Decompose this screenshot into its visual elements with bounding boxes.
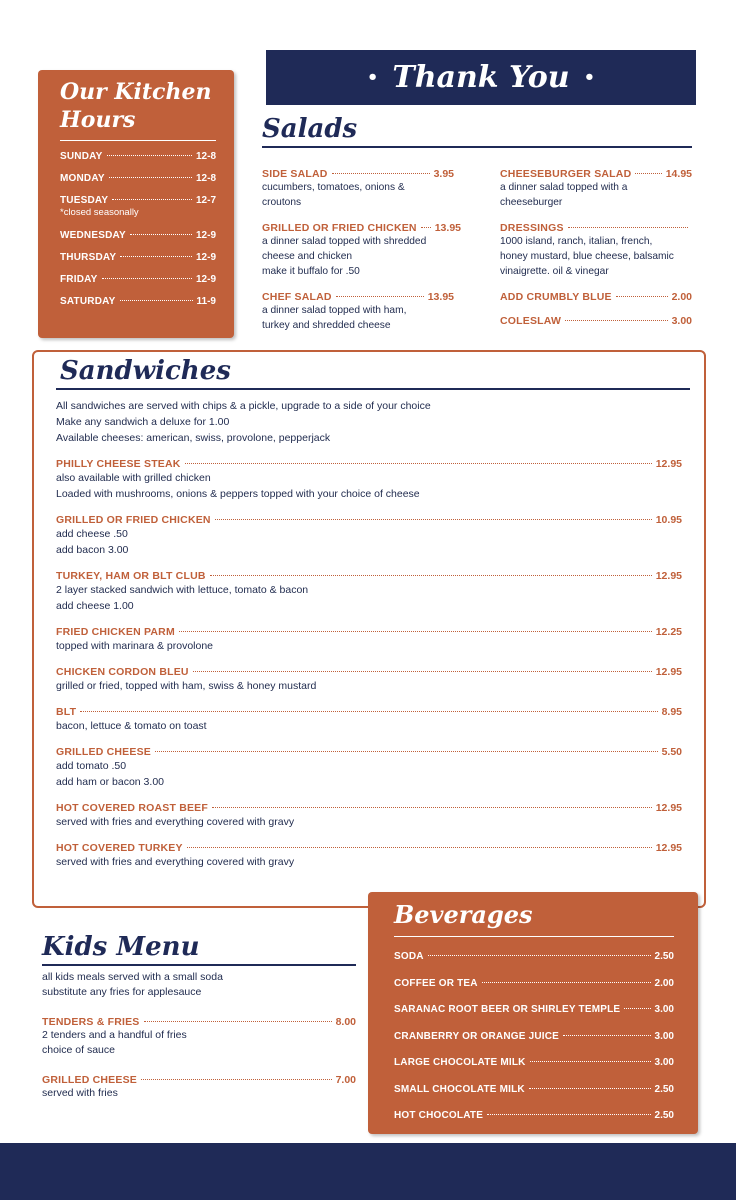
thank-you-banner (266, 50, 696, 105)
dot-leader (130, 234, 192, 235)
hours-time: 12-8 (195, 173, 216, 184)
menu-item-price: 12.95 (655, 842, 682, 854)
hours-time: 12-9 (195, 252, 216, 263)
dot-leader (155, 751, 658, 752)
hours-row-line (60, 252, 216, 263)
beverage-price: 3.00 (654, 1057, 674, 1068)
hours-divider (60, 140, 216, 141)
beverage-price: 2.50 (654, 951, 674, 962)
hours-row-line (60, 173, 216, 184)
beverages-list (394, 951, 674, 1121)
hours-row-line (60, 195, 216, 206)
dot-leader (179, 631, 652, 632)
menu-item-row (262, 222, 461, 234)
menu-item-description: add cheese 1.00 (56, 600, 134, 612)
beverage-name: COFFEE OR TEA (394, 977, 478, 989)
beverage-name: LARGE CHOCOLATE MILK (394, 1057, 526, 1068)
menu-item-name: GRILLED OR FRIED CHICKEN (262, 222, 417, 234)
dot-leader (210, 575, 652, 576)
kids-title: Kids Menu (42, 932, 200, 962)
menu-item-name: ADD CRUMBLY BLUE (500, 291, 612, 303)
menu-item-description: 2 tenders and a handful of fries (42, 1029, 187, 1041)
dot-leader (635, 173, 661, 174)
hours-day: TUESDAY (60, 195, 109, 206)
menu-item-name: DRESSINGS (500, 222, 564, 234)
beverage-row (394, 1004, 674, 1015)
menu-item-description: a dinner salad topped with ham, (262, 305, 407, 316)
kids-intro (42, 970, 356, 1000)
menu-item-description: served with fries and everything covered with gravy (56, 816, 295, 828)
hours-time: 12-8 (195, 151, 216, 162)
dot-leader (109, 177, 192, 178)
menu-item-description: 1000 island, ranch, italian, french, (500, 236, 653, 247)
menu-item-description: make it buffalo for .50 (262, 266, 360, 277)
sandwiches-section (32, 350, 706, 908)
menu-item (262, 222, 461, 279)
hours-row (60, 230, 216, 241)
beverage-row (394, 1110, 674, 1121)
kitchen-hours-panel (38, 70, 234, 338)
menu-item (56, 706, 682, 734)
intro-line: All sandwiches are served with chips & a pickle, upgrade to a side of your choice (56, 400, 431, 412)
salads-divider (262, 146, 692, 148)
menu-item-price: 12.95 (655, 458, 682, 470)
dot-leader (187, 847, 652, 848)
intro-line: all kids meals served with a small soda (42, 971, 223, 983)
menu-item (56, 802, 682, 830)
dot-leader (487, 1114, 650, 1115)
menu-item-price: 2.00 (671, 291, 692, 303)
salads-section (262, 112, 692, 345)
menu-item-description: add cheese .50 (56, 528, 128, 540)
menu-item-price: 13.95 (434, 222, 461, 234)
sandwiches-intro (56, 398, 682, 446)
menu-item-row (56, 802, 682, 814)
hours-time: 12-9 (195, 230, 216, 241)
menu-item-name: CHEESEBURGER SALAD (500, 168, 632, 180)
menu-item (500, 291, 692, 303)
menu-item (56, 458, 682, 502)
hours-row-line (60, 274, 216, 285)
dot-leader (482, 982, 651, 983)
intro-line: substitute any fries for applesauce (42, 986, 202, 998)
menu-item-name: HOT COVERED ROAST BEEF (56, 802, 208, 814)
hours-row (60, 296, 216, 307)
menu-item-price: 3.95 (433, 168, 454, 180)
menu-item-row (56, 514, 682, 526)
menu-item-description: 2 layer stacked sandwich with lettuce, tomato & bacon (56, 584, 309, 596)
beverage-name: HOT CHOCOLATE (394, 1110, 484, 1121)
beverage-row (394, 1031, 674, 1042)
menu-item-description: vinaigrette. oil & vinegar (500, 266, 609, 277)
menu-item-price: 8.95 (661, 706, 682, 718)
menu-item-row (56, 570, 682, 582)
menu-item-description: a dinner salad topped with shredded (262, 236, 427, 247)
hours-row (60, 173, 216, 184)
menu-item-description: served with fries and everything covered with gravy (56, 856, 295, 868)
salads-left-column (262, 168, 461, 345)
beverage-row (394, 951, 674, 962)
menu-item-row (262, 291, 454, 303)
menu-item-row (500, 291, 692, 303)
kids-list (42, 1016, 356, 1101)
menu-item-name: GRILLED CHEESE (42, 1074, 137, 1086)
menu-item (56, 746, 682, 790)
menu-item-name: COLESLAW (500, 315, 562, 327)
menu-item-row (42, 1016, 356, 1028)
menu-item-name: TURKEY, HAM OR BLT CLUB (56, 570, 206, 582)
menu-item-description: honey mustard, blue cheese, balsamic (500, 251, 674, 262)
sandwiches-list (56, 458, 682, 870)
dot-leader (616, 296, 668, 297)
menu-item-name: CHICKEN CORDON BLEU (56, 666, 189, 678)
hours-row (60, 195, 216, 218)
menu-item-row (56, 458, 682, 470)
dot-leader (120, 256, 192, 257)
banner-bullet-right: • (583, 67, 596, 88)
beverage-price: 2.50 (654, 1110, 674, 1121)
menu-item-description: cucumbers, tomatoes, onions & (262, 182, 405, 193)
hours-row-line (60, 151, 216, 162)
menu-item (500, 222, 692, 279)
dot-leader (112, 199, 192, 200)
sandwiches-title: Sandwiches (60, 356, 231, 386)
beverage-price: 3.00 (654, 1030, 674, 1042)
menu-item-description: grilled or fried, topped with ham, swiss & honey mustard (56, 680, 317, 692)
dot-leader (144, 1021, 332, 1022)
dot-leader (421, 227, 431, 228)
menu-item-name: FRIED CHICKEN PARM (56, 626, 175, 638)
menu-item-row (262, 168, 454, 180)
menu-item-description: turkey and shredded cheese (262, 320, 391, 331)
menu-item-description: also available with grilled chicken (56, 472, 211, 484)
beverage-name: SODA (394, 951, 424, 962)
dot-leader (107, 155, 192, 156)
menu-item-description: served with fries (42, 1087, 118, 1099)
hours-day: FRIDAY (60, 274, 98, 285)
beverage-row (394, 1084, 674, 1095)
menu-item-price: 12.95 (655, 666, 682, 678)
menu-item-name: GRILLED CHEESE (56, 746, 151, 758)
hours-list (60, 151, 216, 307)
menu-item (56, 626, 682, 654)
menu-item (262, 291, 454, 333)
menu-item-description: croutons (262, 197, 302, 208)
dot-leader (568, 227, 688, 228)
dot-leader (212, 807, 652, 808)
menu-item-price: 14.95 (665, 168, 692, 180)
menu-item (56, 514, 682, 558)
menu-item-name: GRILLED OR FRIED CHICKEN (56, 514, 211, 526)
dot-leader (185, 463, 652, 464)
menu-item-row (56, 666, 682, 678)
hours-day: MONDAY (60, 173, 105, 184)
dot-leader (565, 320, 667, 321)
hours-title (60, 78, 216, 134)
menu-item-name: PHILLY CHEESE STEAK (56, 458, 181, 470)
hours-title-line1: Our Kitchen (60, 79, 212, 105)
dot-leader (336, 296, 424, 297)
menu-item-description: Loaded with mushrooms, onions & peppers topped with your choice of cheese (56, 488, 420, 500)
dot-leader (332, 173, 430, 174)
beverage-row (394, 1057, 674, 1068)
menu-item-name: HOT COVERED TURKEY (56, 842, 183, 854)
menu-item-price: 12.25 (655, 626, 682, 638)
menu-item (500, 315, 692, 327)
hours-time: 12-9 (195, 274, 216, 285)
menu-item-row (500, 315, 692, 327)
sandwiches-divider (56, 388, 690, 390)
menu-item (500, 168, 692, 210)
menu-item-price: 5.50 (661, 746, 682, 758)
salads-title: Salads (262, 114, 358, 144)
beverages-panel (368, 892, 698, 1134)
hours-day: WEDNESDAY (60, 230, 126, 241)
menu-item (56, 666, 682, 694)
beverage-price: 2.50 (654, 1083, 674, 1095)
menu-item-row (42, 1074, 356, 1086)
menu-item-name: BLT (56, 706, 77, 718)
menu-item-description: cheeseburger (500, 197, 563, 208)
beverages-title: Beverages (394, 900, 533, 929)
menu-item-price: 8.00 (335, 1016, 356, 1028)
dot-leader (624, 1008, 650, 1009)
menu-item-description: cheese and chicken (262, 251, 353, 262)
menu-item-description: topped with marinara & provolone (56, 640, 214, 652)
dot-leader (193, 671, 652, 672)
menu-item-row (56, 626, 682, 638)
menu-item-description: bacon, lettuce & tomato on toast (56, 720, 207, 732)
menu-item-price: 12.95 (655, 570, 682, 582)
menu-item-row (56, 746, 682, 758)
kids-divider (42, 964, 356, 966)
dot-leader (529, 1088, 651, 1089)
dot-leader (120, 300, 193, 301)
dot-leader (102, 278, 192, 279)
hours-row (60, 252, 216, 263)
menu-item-description: add ham or bacon 3.00 (56, 776, 164, 788)
menu-item-description: choice of sauce (42, 1044, 115, 1056)
footer-bar (0, 1143, 736, 1200)
menu-item-price: 10.95 (655, 514, 682, 526)
menu-item (56, 570, 682, 614)
menu-item-name: TENDERS & FRIES (42, 1016, 140, 1028)
dot-leader (141, 1079, 332, 1080)
hours-row-line (60, 296, 216, 307)
hours-row (60, 151, 216, 162)
dot-leader (428, 955, 651, 956)
menu-item (56, 842, 682, 870)
kids-menu-section (42, 930, 356, 1101)
menu-item-description: add bacon 3.00 (56, 544, 129, 556)
menu-item-row (500, 168, 692, 180)
menu-item-row (56, 842, 682, 854)
menu-item-price: 12.95 (655, 802, 682, 814)
hours-day: SATURDAY (60, 296, 116, 307)
menu-item-description: add tomato .50 (56, 760, 127, 772)
menu-item-row (500, 222, 692, 234)
intro-line: Available cheeses: american, swiss, provolone, pepperjack (56, 432, 331, 444)
hours-time: 11-9 (196, 296, 216, 307)
hours-row (60, 274, 216, 285)
banner-text: Thank You (392, 60, 570, 95)
dot-leader (80, 711, 657, 712)
beverage-price: 3.00 (654, 1004, 674, 1015)
menu-item (42, 1074, 356, 1101)
menu-item-name: CHEF SALAD (262, 291, 332, 303)
beverage-name: CRANBERRY OR ORANGE JUICE (394, 1030, 560, 1042)
menu-item-price: 3.00 (671, 315, 692, 327)
beverage-row (394, 978, 674, 989)
dot-leader (563, 1035, 651, 1036)
menu-item-row (56, 706, 682, 718)
banner-bullet-left: • (366, 67, 379, 88)
menu-item-price: 13.95 (427, 291, 454, 303)
hours-day: THURSDAY (60, 252, 117, 263)
hours-time: 12-7 (195, 195, 216, 206)
menu-item-description: a dinner salad topped with a (500, 182, 628, 193)
menu-item-name: SIDE SALAD (262, 168, 328, 180)
beverage-name: SARANAC ROOT BEER OR SHIRLEY TEMPLE (394, 1004, 621, 1015)
beverages-divider (394, 936, 674, 937)
beverage-price: 2.00 (654, 977, 674, 989)
menu-item-price: 7.00 (335, 1074, 356, 1086)
hours-row-line (60, 230, 216, 241)
hours-title-line2: Hours (60, 107, 136, 133)
dot-leader (530, 1061, 651, 1062)
hours-day: SUNDAY (60, 151, 103, 162)
salads-right-column (500, 168, 692, 345)
menu-item (262, 168, 454, 210)
menu-item (42, 1016, 356, 1058)
intro-line: Make any sandwich a deluxe for 1.00 (56, 416, 230, 428)
hours-note: *closed seasonally (60, 207, 139, 218)
beverage-name: SMALL CHOCOLATE MILK (394, 1083, 525, 1095)
dot-leader (215, 519, 652, 520)
